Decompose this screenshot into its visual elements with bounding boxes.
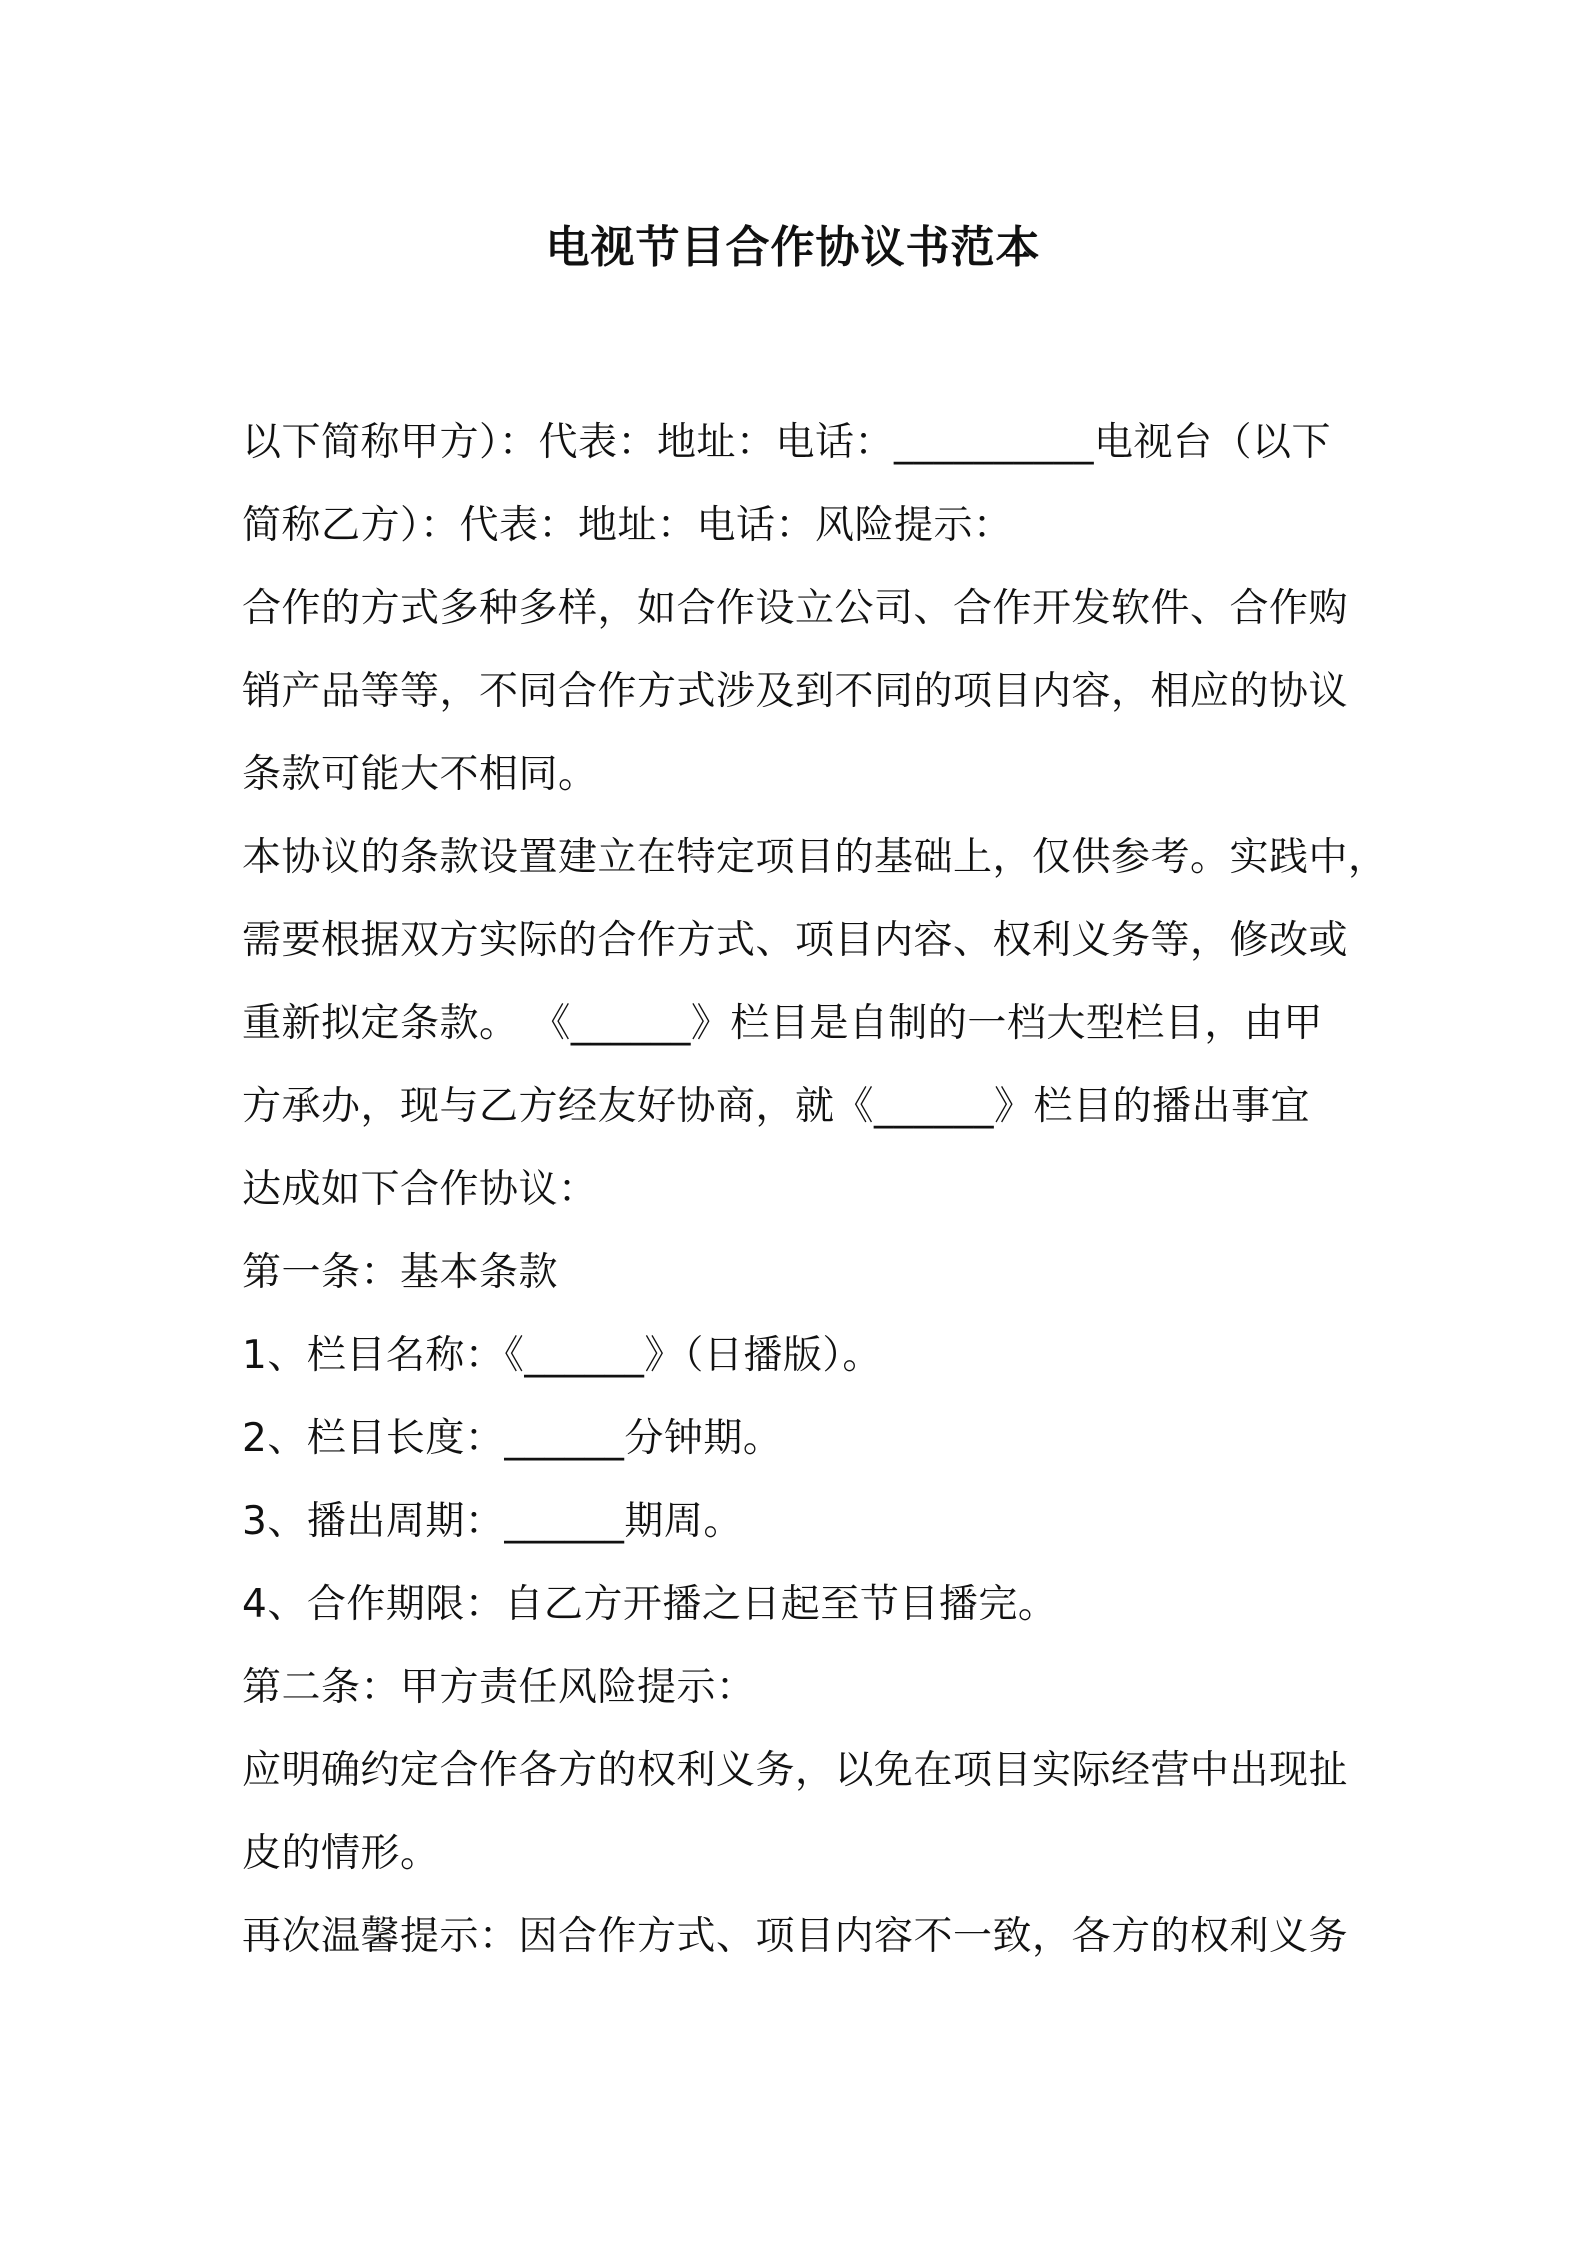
body-line: 再次温馨提示：因合作方式、项目内容不一致，各方的权利义务 bbox=[242, 1914, 1349, 1959]
document-title: 电视节目合作协议书范本 bbox=[545, 222, 1041, 273]
body-line: 需要根据双方实际的合作方式、项目内容、权利义务等，修改或 bbox=[242, 918, 1349, 963]
section-heading: 第一条：基本条款 bbox=[242, 1250, 559, 1295]
body-line: 达成如下合作协议： bbox=[242, 1167, 598, 1212]
body-line: 应明确约定合作各方的权利义务，以免在项目实际经营中出现扯 bbox=[242, 1748, 1349, 1793]
body-line: 简称乙方）：代表：地址：电话：风险提示： bbox=[242, 503, 1013, 548]
body-line: 合作的方式多种多样，如合作设立公司、合作开发软件、合作购 bbox=[242, 586, 1349, 631]
body-line: 销产品等等，不同合作方式涉及到不同的项目内容，相应的协议 bbox=[242, 669, 1349, 714]
body-line: 本协议的条款设置建立在特定项目的基础上，仅供参考。实践中， bbox=[242, 835, 1388, 880]
list-item: 1、栏目名称：《______》（日播版）。 bbox=[242, 1333, 882, 1378]
body-line: 方承办，现与乙方经友好协商，就《______》栏目的播出事宜 bbox=[242, 1084, 1311, 1129]
body-line: 皮的情形。 bbox=[242, 1831, 440, 1876]
section-heading: 第二条：甲方责任风险提示： bbox=[242, 1665, 756, 1710]
body-line: 以下简称甲方）：代表：地址：电话：__________电视台（以下 bbox=[242, 420, 1332, 465]
list-item: 2、栏目长度：______分钟期。 bbox=[242, 1416, 783, 1461]
body-line: 重新拟定条款。 《______》栏目是自制的一档大型栏目，由甲 bbox=[242, 1001, 1323, 1046]
list-item: 4、合作期限：自乙方开播之日起至节目播完。 bbox=[242, 1582, 1058, 1627]
document-body bbox=[242, 401, 1388, 1978]
list-item: 3、播出周期：______期周。 bbox=[242, 1499, 743, 1544]
body-line: 条款可能大不相同。 bbox=[242, 752, 598, 797]
